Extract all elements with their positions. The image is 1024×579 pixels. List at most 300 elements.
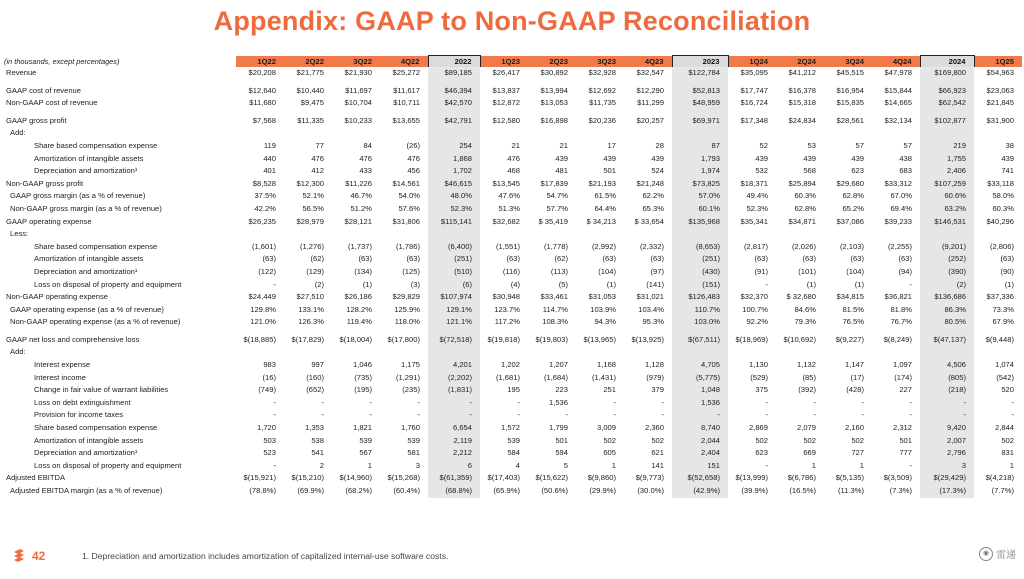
table-cell: 439 <box>651 153 664 163</box>
table-cell: - <box>613 397 616 407</box>
table-cell: (160) <box>306 372 324 382</box>
table-cell: $10,704 <box>344 98 372 108</box>
table-cell: $32,928 <box>588 68 616 77</box>
table-cell: (17) <box>850 372 864 382</box>
table-cell: $ 32,680 <box>786 292 816 302</box>
table-cell <box>824 127 872 140</box>
table-cell: 1 <box>611 460 616 470</box>
table-cell: 129.8% <box>250 304 276 314</box>
annual-cell: (9,201) <box>920 241 974 254</box>
annual-cell: (218) <box>920 384 974 397</box>
annual-cell: (2) <box>920 279 974 292</box>
table-cell: $11,697 <box>345 85 372 95</box>
table-cell: $47,978 <box>884 68 912 77</box>
table-cell: 62.2% <box>642 191 664 201</box>
table-cell: (5) <box>558 279 568 289</box>
table-cell: 567 <box>359 448 372 458</box>
table-cell: 502 <box>603 435 616 445</box>
annual-cell: 3 <box>920 460 974 473</box>
row-label: Amortization of intangible assets <box>34 153 144 163</box>
table-cell: 62.8% <box>794 203 816 213</box>
table-cell: $(5,135) <box>835 473 864 483</box>
table-cell: $11,226 <box>345 178 372 188</box>
table-cell <box>776 346 824 359</box>
table-cell: $31,806 <box>392 216 420 226</box>
table-cell: $20,208 <box>248 68 276 77</box>
table-cell <box>284 346 332 359</box>
table-row <box>4 165 1022 178</box>
table-cell: 2,869 <box>748 423 768 433</box>
table-cell: $41,212 <box>788 68 816 77</box>
table-cell: 1,046 <box>352 360 372 370</box>
row-label: GAAP operating expense (as a % of revenue) <box>10 304 164 314</box>
table-cell: $20,236 <box>588 115 616 125</box>
table-cell: 439 <box>803 153 816 163</box>
table-cell: 1,536 <box>548 397 568 407</box>
table-cell: (63) <box>898 254 912 264</box>
table-cell: 42.2% <box>254 203 276 213</box>
table-cell: 128.2% <box>346 304 372 314</box>
table-cell: $26,417 <box>492 68 520 77</box>
annual-cell: (252) <box>920 253 974 266</box>
table-cell: 125.9% <box>394 304 420 314</box>
table-cell <box>974 127 1022 140</box>
annual-cell: - <box>920 397 974 410</box>
table-cell: $13,837 <box>492 85 520 95</box>
table-cell: (529) <box>750 372 768 382</box>
table-cell <box>332 346 380 359</box>
table-cell: $21,193 <box>588 178 616 188</box>
table-cell: 79.3% <box>794 317 816 327</box>
table-cell: 52.1% <box>302 191 324 201</box>
table-cell: (1,778) <box>543 241 568 251</box>
table-cell: 502 <box>851 435 864 445</box>
table-cell: $13,655 <box>392 115 420 125</box>
annual-cell: (6,400) <box>428 241 480 254</box>
annual-cell: 110.7% <box>672 304 728 317</box>
table-cell: $10,711 <box>393 98 420 108</box>
table-cell: (63) <box>754 254 768 264</box>
column-header: 2Q24 <box>776 56 824 68</box>
table-cell: 538 <box>311 435 324 445</box>
table-cell: 468 <box>507 166 520 176</box>
table-cell: (63) <box>850 254 864 264</box>
row-label: Non-GAAP gross profit <box>6 178 84 188</box>
table-cell: 1,074 <box>994 360 1014 370</box>
weibo-icon: ◉ <box>979 547 993 561</box>
page-number: 42 <box>32 549 46 563</box>
table-cell: $29,680 <box>836 178 864 188</box>
annual-cell: 254 <box>428 140 480 153</box>
table-cell: $32,682 <box>492 216 520 226</box>
header-row <box>4 56 1022 68</box>
table-cell: 53 <box>807 140 816 150</box>
annual-cell: $89,185 <box>428 67 480 80</box>
table-cell <box>872 346 920 359</box>
table-cell: 456 <box>407 166 420 176</box>
table-cell <box>284 127 332 140</box>
table-cell <box>728 228 776 241</box>
table-cell <box>576 346 624 359</box>
table-cell: (392) <box>798 385 816 395</box>
table-cell: (62) <box>554 254 568 264</box>
table-cell: (63) <box>802 254 816 264</box>
table-cell: - <box>613 410 616 420</box>
table-cell: 92.2% <box>746 317 768 327</box>
annual-cell <box>428 228 480 241</box>
annual-cell: 2,044 <box>672 435 728 448</box>
table-cell: - <box>321 410 324 420</box>
table-cell: $(18,969) <box>735 334 768 344</box>
table-row <box>4 140 1022 153</box>
table-cell: $ 33,654 <box>634 216 664 226</box>
table-cell: (16) <box>262 372 276 382</box>
table-cell: $(18,004) <box>339 334 372 344</box>
table-cell: $17,747 <box>740 85 768 95</box>
table-cell: 481 <box>555 166 568 176</box>
table-cell: $36,821 <box>884 292 912 302</box>
table-cell <box>284 228 332 241</box>
table-cell: 73.3% <box>992 304 1014 314</box>
table-cell <box>624 228 672 241</box>
table-cell: - <box>565 410 568 420</box>
table-cell: 1,207 <box>548 360 568 370</box>
annual-cell: 60.1% <box>672 203 728 216</box>
table-cell: $28,561 <box>836 115 864 125</box>
table-cell: - <box>369 397 372 407</box>
table-cell: - <box>765 279 768 289</box>
column-header: 3Q24 <box>824 56 872 68</box>
annual-cell: - <box>428 409 480 422</box>
table-cell: $35,095 <box>740 68 768 77</box>
table-cell: $11,735 <box>589 98 616 108</box>
table-cell: (1,737) <box>347 241 372 251</box>
table-cell: 831 <box>1001 448 1014 458</box>
table-cell: (2,103) <box>839 241 864 251</box>
table-cell: 21 <box>559 140 568 150</box>
annual-cell: $42,570 <box>428 97 480 110</box>
table-row <box>4 435 1022 448</box>
row-label: GAAP gross profit <box>6 115 67 125</box>
table-cell: $(9,227) <box>835 334 864 344</box>
table-cell <box>380 346 428 359</box>
table-cell: 476 <box>407 153 420 163</box>
table-cell: (63) <box>506 254 520 264</box>
table-cell: $11,617 <box>393 85 420 95</box>
table-cell: 3,009 <box>596 423 616 433</box>
table-cell: (60.4%) <box>393 486 420 495</box>
table-cell: (125) <box>402 266 420 276</box>
table-cell: 440 <box>263 153 276 163</box>
table-cell: - <box>661 410 664 420</box>
table-cell: (101) <box>798 266 816 276</box>
table-cell <box>236 127 284 140</box>
table-cell: 523 <box>263 448 276 458</box>
annual-cell: 63.2% <box>920 203 974 216</box>
table-row <box>4 279 1022 292</box>
column-header: 1Q24 <box>728 56 776 68</box>
table-cell: (2,817) <box>743 241 768 251</box>
table-cell <box>974 346 1022 359</box>
table-row <box>4 316 1022 329</box>
table-cell: 100.7% <box>742 304 768 314</box>
annual-cell: 48.0% <box>428 190 480 203</box>
table-cell: (2,332) <box>639 241 664 251</box>
annual-cell: 1,048 <box>672 384 728 397</box>
table-cell <box>528 228 576 241</box>
table-cell: - <box>273 460 276 470</box>
column-header-annual: 2022 <box>428 56 480 68</box>
table-cell: 581 <box>407 448 420 458</box>
annual-cell: $(67,511) <box>672 334 728 347</box>
row-label: Interest income <box>34 372 86 382</box>
annual-cell: - <box>920 409 974 422</box>
table-cell: $11,299 <box>637 98 664 108</box>
table-cell: 17 <box>607 140 616 150</box>
annual-cell: $48,959 <box>672 97 728 110</box>
table-cell: $16,378 <box>788 85 816 95</box>
table-cell: - <box>909 460 912 470</box>
table-cell: $27,510 <box>296 292 324 302</box>
table-cell: $45,515 <box>836 68 864 77</box>
table-cell: $29,829 <box>392 292 420 302</box>
table-cell: $21,248 <box>636 178 664 188</box>
table-cell: $11,680 <box>249 98 276 108</box>
table-cell: $33,461 <box>540 292 568 302</box>
table-cell: (129) <box>306 266 324 276</box>
table-cell: 1,202 <box>500 360 520 370</box>
table-cell: $35,341 <box>740 216 768 226</box>
table-cell <box>236 228 284 241</box>
table-cell: - <box>909 279 912 289</box>
table-cell: 727 <box>851 448 864 458</box>
table-cell: 3 <box>415 460 420 470</box>
table-row <box>4 397 1022 410</box>
table-cell: 1,821 <box>352 423 372 433</box>
table-cell: $(9,860) <box>587 473 616 483</box>
table-cell: (26) <box>406 140 420 150</box>
annual-cell: 2,007 <box>920 435 974 448</box>
table-cell: 118.0% <box>394 317 420 327</box>
table-cell: $15,318 <box>788 98 816 108</box>
table-cell: $18,371 <box>740 178 768 188</box>
table-row <box>4 472 1022 485</box>
table-cell: $34,871 <box>788 216 816 226</box>
table-cell: (2,806) <box>989 241 1014 251</box>
table-row <box>4 115 1022 128</box>
column-header: 2Q23 <box>528 56 576 68</box>
table-cell: 77 <box>315 140 324 150</box>
table-cell: - <box>765 410 768 420</box>
table-cell: $(4,218) <box>985 473 1014 483</box>
annual-cell: (17.3%) <box>920 485 974 498</box>
table-cell: $31,021 <box>636 292 664 302</box>
table-cell: 983 <box>263 360 276 370</box>
table-cell: 58.0% <box>992 191 1014 201</box>
table-cell: 60.3% <box>992 203 1014 213</box>
table-cell: (50.6%) <box>541 486 568 495</box>
table-cell: (30.0%) <box>637 486 664 495</box>
row-label: Share based compensation expense <box>34 423 158 433</box>
table-cell: 502 <box>803 435 816 445</box>
table-cell: - <box>909 397 912 407</box>
annual-cell: $66,923 <box>920 85 974 98</box>
table-cell: $25,894 <box>788 178 816 188</box>
table-cell: 520 <box>1001 385 1014 395</box>
annual-cell <box>672 346 728 359</box>
table-cell <box>480 127 528 140</box>
annual-cell: 1,868 <box>428 153 480 166</box>
table-cell: 95.3% <box>642 317 664 327</box>
table-cell: 57.6% <box>398 203 420 213</box>
table-cell: 438 <box>899 153 912 163</box>
table-cell: 1,353 <box>304 423 324 433</box>
table-cell: 57 <box>855 140 864 150</box>
table-cell: - <box>1011 397 1014 407</box>
annual-cell: (430) <box>672 266 728 279</box>
table-cell: (63) <box>650 254 664 264</box>
annual-cell: 9,420 <box>920 422 974 435</box>
row-label: Non-GAAP cost of revenue <box>6 98 98 108</box>
table-cell: $(17,800) <box>387 334 420 344</box>
table-row <box>4 85 1022 98</box>
table-row <box>4 372 1022 385</box>
table-cell: (2,026) <box>791 241 816 251</box>
row-label: Revenue <box>6 68 37 77</box>
table-cell <box>974 228 1022 241</box>
table-cell: 621 <box>651 448 664 458</box>
row-label: Non-GAAP gross margin (as a % of revenue) <box>10 203 162 213</box>
annual-cell: 57.0% <box>672 190 728 203</box>
table-cell: - <box>861 410 864 420</box>
annual-cell: 2,212 <box>428 447 480 460</box>
table-cell: 84 <box>363 140 372 150</box>
watermark <box>979 546 1016 561</box>
table-cell <box>528 346 576 359</box>
annual-cell <box>672 228 728 241</box>
row-label: Adjusted EBITDA margin (as a % of revenue) <box>10 486 163 495</box>
table-cell: $39,233 <box>884 216 912 226</box>
table-cell: 2,312 <box>892 423 912 433</box>
row-label: Depreciation and amortization¹ <box>34 266 138 276</box>
table-cell: (78.8%) <box>249 486 276 495</box>
table-cell: (4) <box>510 279 520 289</box>
table-cell: - <box>861 397 864 407</box>
table-cell: 476 <box>507 153 520 163</box>
company-logo-icon <box>12 548 26 564</box>
table-cell: 433 <box>359 166 372 176</box>
table-row <box>4 266 1022 279</box>
table-cell: $32,547 <box>636 68 664 77</box>
units-note: (in thousands, except percentages) <box>4 56 236 68</box>
table-cell: (1) <box>806 279 816 289</box>
annual-cell: (68.8%) <box>428 485 480 498</box>
row-label: Amortization of intangible assets <box>34 254 144 264</box>
table-row <box>4 253 1022 266</box>
column-header: 1Q23 <box>480 56 528 68</box>
table-cell: 568 <box>803 166 816 176</box>
table-cell: (7.3%) <box>889 486 912 495</box>
column-header: 1Q22 <box>236 56 284 68</box>
table-cell: (97) <box>650 266 664 276</box>
table-cell: $ 35,419 <box>538 216 568 226</box>
table-cell: $32,370 <box>740 292 768 302</box>
table-cell: (134) <box>354 266 372 276</box>
table-cell: 21 <box>511 140 520 150</box>
table-cell: 623 <box>851 166 864 176</box>
table-cell <box>576 127 624 140</box>
table-row <box>4 67 1022 80</box>
annual-cell: 80.5% <box>920 316 974 329</box>
table-cell: 439 <box>851 153 864 163</box>
table-cell: 114.7% <box>542 304 568 314</box>
table-cell <box>872 228 920 241</box>
table-row <box>4 485 1022 498</box>
table-cell: - <box>909 410 912 420</box>
table-cell: 28 <box>655 140 664 150</box>
table-cell: (2,255) <box>887 241 912 251</box>
table-cell: - <box>273 397 276 407</box>
table-cell: 476 <box>311 153 324 163</box>
row-label: Depreciation and amortization¹ <box>34 448 138 458</box>
annual-cell: $62,542 <box>920 97 974 110</box>
table-cell: 38 <box>1005 140 1014 150</box>
annual-cell: 121.1% <box>428 316 480 329</box>
annual-cell: 6 <box>428 460 480 473</box>
table-cell: 1 <box>859 460 864 470</box>
annual-cell: 129.1% <box>428 304 480 317</box>
annual-cell: 87 <box>672 140 728 153</box>
annual-cell: 4,201 <box>428 359 480 372</box>
row-label: Loss on debt extinguishment <box>34 397 131 407</box>
annual-cell: $169,800 <box>920 67 974 80</box>
table-cell: $26,186 <box>344 292 372 302</box>
table-cell: 56.5% <box>302 203 324 213</box>
table-cell: - <box>517 397 520 407</box>
annual-cell: $107,974 <box>428 291 480 304</box>
row-label: Non-GAAP operating expense <box>6 292 109 302</box>
table-cell: $28,121 <box>344 216 372 226</box>
table-cell: 5 <box>563 460 568 470</box>
table-cell: (235) <box>402 385 420 395</box>
table-cell: (11.3%) <box>837 486 864 495</box>
table-cell: $13,545 <box>492 178 520 188</box>
table-cell: 108.3% <box>542 317 568 327</box>
table-cell: $(9,448) <box>985 334 1014 344</box>
table-cell: $14,665 <box>884 98 912 108</box>
table-cell: (652) <box>306 385 324 395</box>
table-cell: 1 <box>1009 460 1014 470</box>
table-cell <box>332 127 380 140</box>
table-cell <box>332 228 380 241</box>
table-cell: $11,335 <box>297 115 324 125</box>
table-cell: 123.7% <box>494 304 520 314</box>
table-cell: $33,118 <box>987 178 1014 188</box>
table-cell: $30,892 <box>540 68 568 77</box>
table-cell: 524 <box>651 166 664 176</box>
table-cell: (195) <box>354 385 372 395</box>
annual-cell <box>920 346 974 359</box>
table-cell: (2) <box>314 279 324 289</box>
table-cell: 532 <box>755 166 768 176</box>
table-cell <box>236 346 284 359</box>
table-cell: (63) <box>1000 254 1014 264</box>
annual-cell <box>428 127 480 140</box>
table-cell: 52.3% <box>746 203 768 213</box>
row-label: Share based compensation expense <box>34 140 158 150</box>
annual-cell: (5,775) <box>672 372 728 385</box>
table-cell: $32,134 <box>884 115 912 125</box>
